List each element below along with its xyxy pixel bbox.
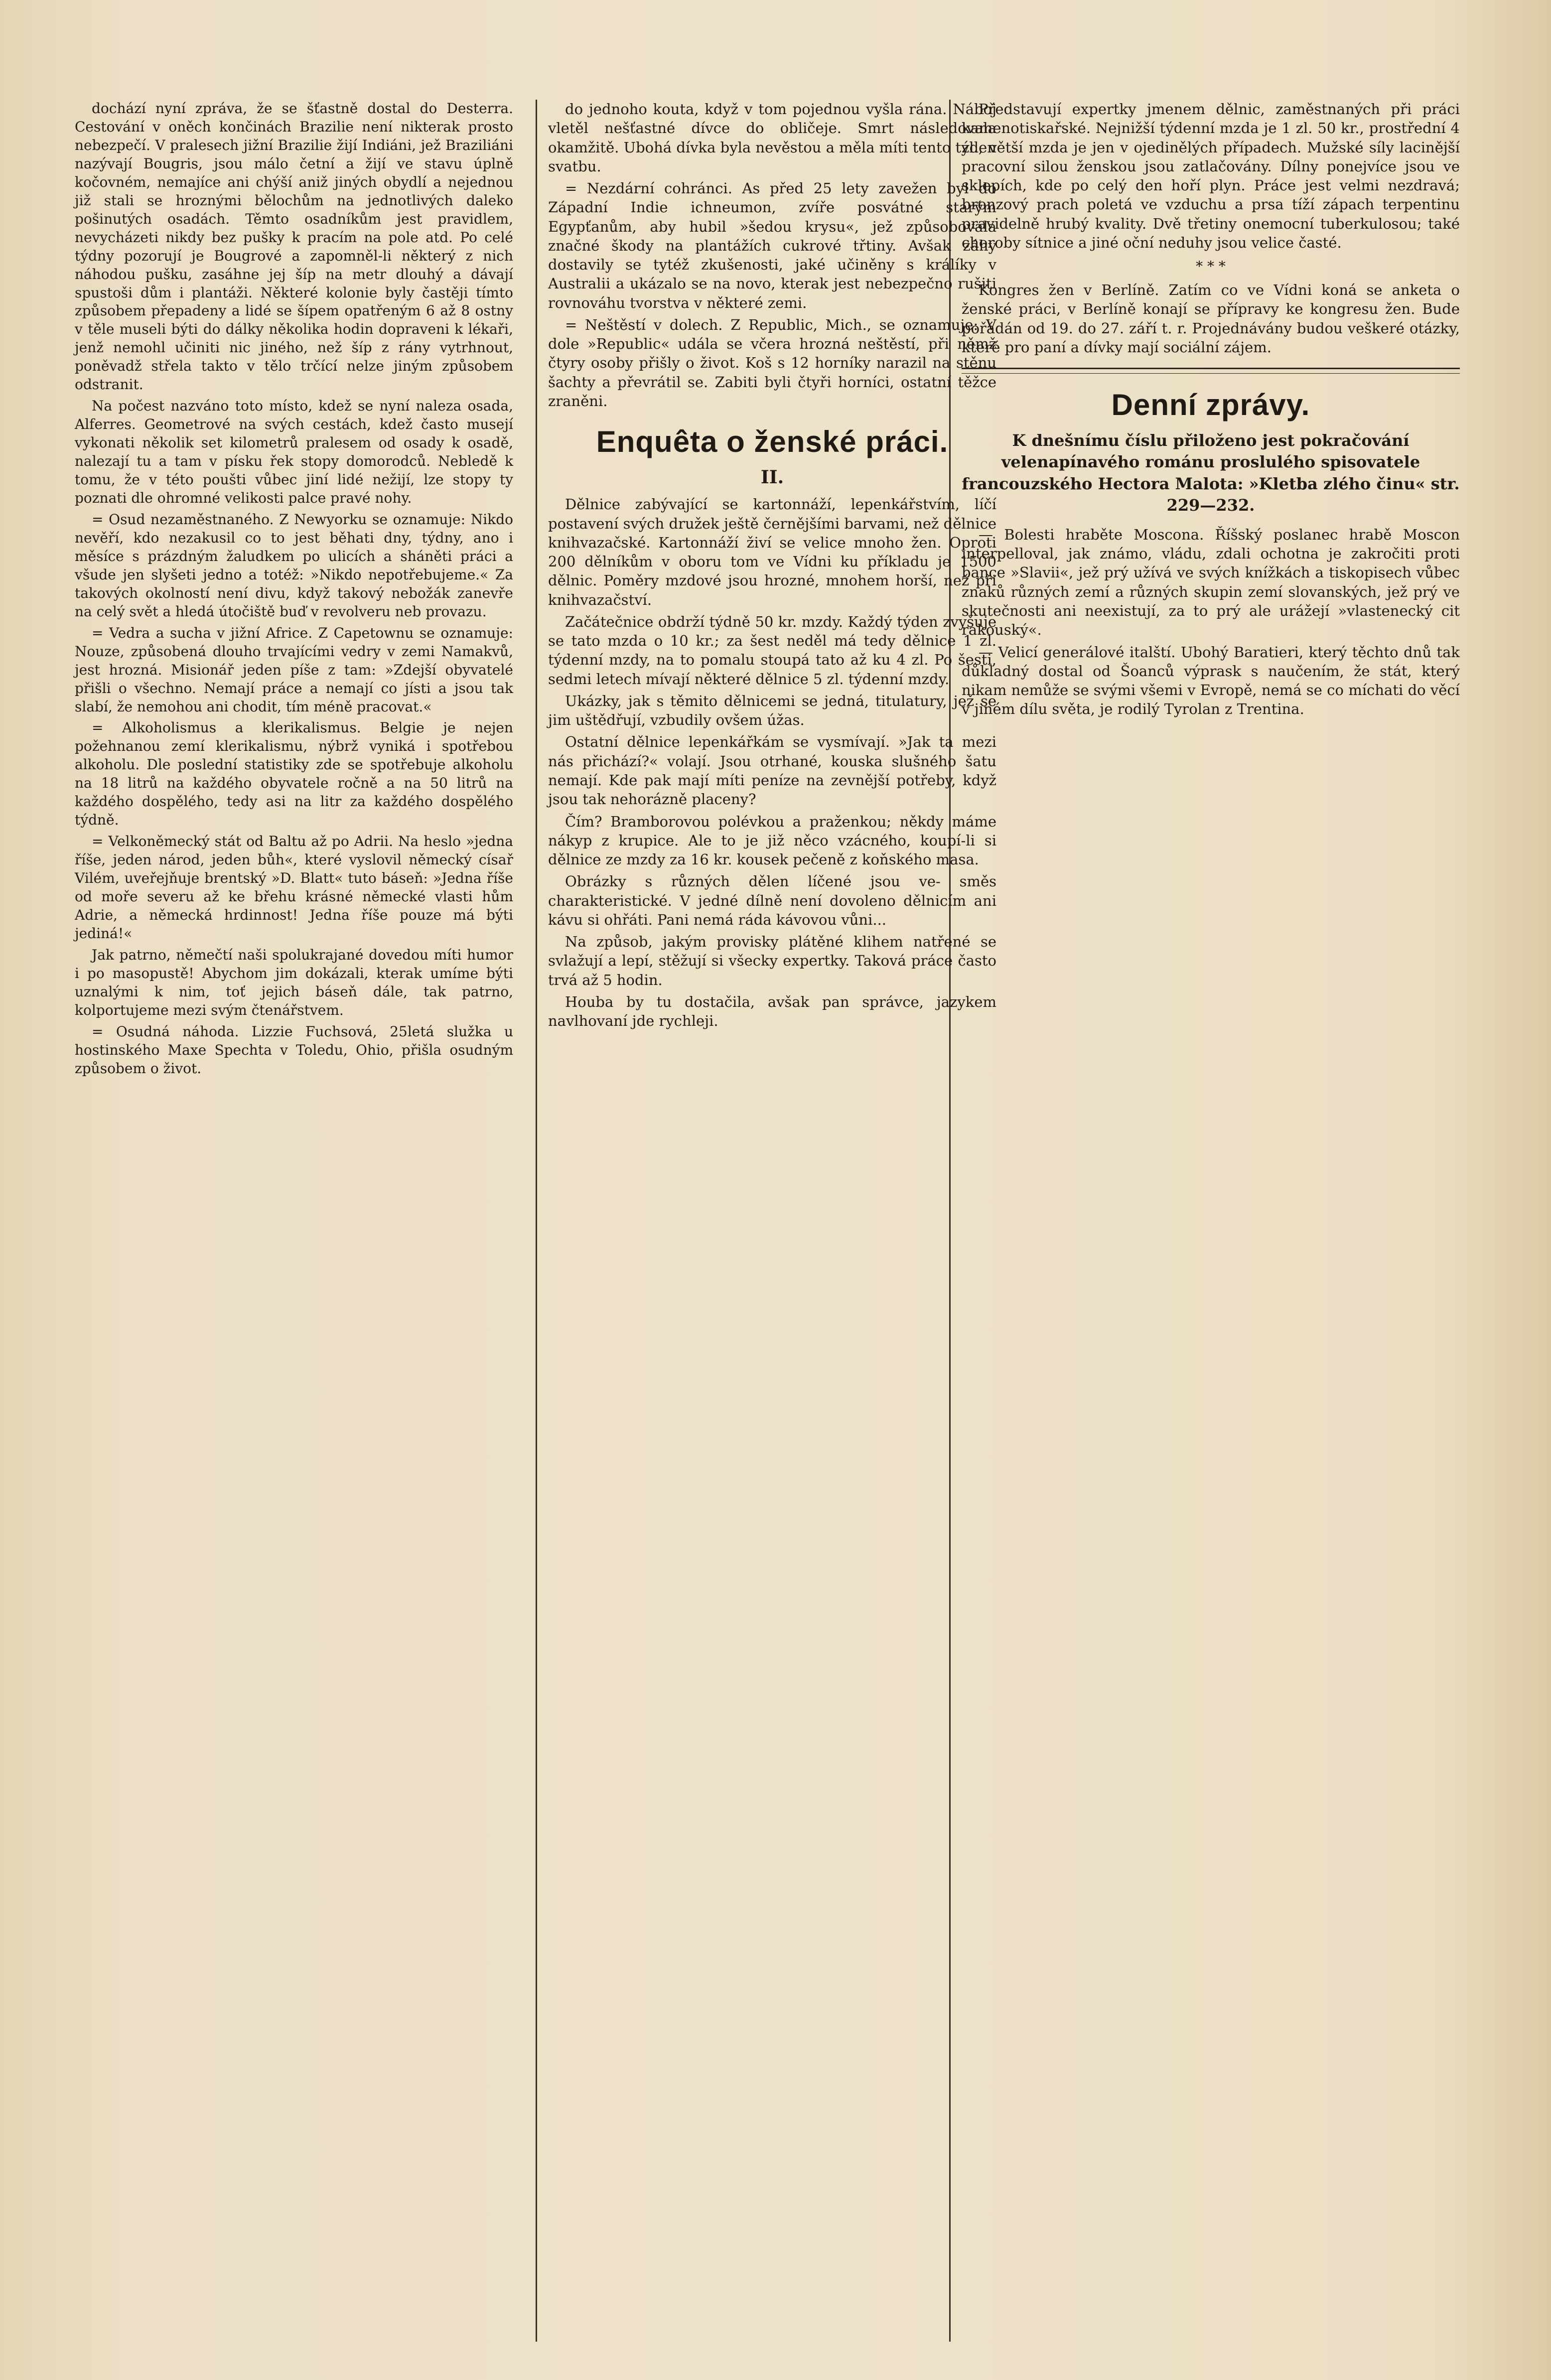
column-left	[75, 100, 513, 1081]
article-paragraph: = Osudná náhoda. Lizzie Fuchsová, 25letá služka u hostinského Maxe Spechta v Toledu, Ohio, přišla osudným způsobem o život.	[75, 1023, 513, 1077]
article-paragraph: = Neštěstí v dolech. Z Republic, Mich., se oznamuje: V dole »Republic« udála se včera hrozná neštěstí, při němž čtyry osoby přišly o život. Koš s 12 horníky narazil na stěnu šachty a převrátil se. Zabiti byli čtyři horníci, ostatní těžce zraněni.	[548, 316, 996, 410]
article-paragraph: Čím? Bramborovou polévkou a praženkou; někdy máme nákyp z krupice. Ale to je již něco vzácného, koupí-li si dělnice ze mzdy za 16 kr. kousek pečeně z koňského masa.	[548, 813, 996, 868]
article-paragraph: — Velicí generálové italští. Ubohý Baratieri, který těchto dnů tak důkladný dostal od Šoanců výprask s naučením, že stát, který nikam nemůže se svými všemi v Evropě, nemá se co míchati do věcí v jiném dílu světa, je rodilý Tyrolan z Trentina.	[962, 643, 1460, 718]
article-paragraph: Jak patrno, němečtí naši spolukrajané dovedou míti humor i po masopustě! Abychom jim dokázali, kterak umíme býti uznalými k nim, toť jejich báseň dále, tak patrno, kolportujeme mezi svým čtenářstvem.	[75, 946, 513, 1018]
article-paragraph: Houba by tu dostačila, avšak pan správce, jazykem navlhovaní jde rychleji.	[548, 993, 996, 1030]
intro-notice: K dnešnímu číslu přiloženo jest pokračování velenapínavého románu proslulého spisovatele francouzského Hectora Malota: »Kletba zlého činu« str. 229—232.	[962, 431, 1460, 515]
article-paragraph: Kongres žen v Berlíně. Zatím co ve Vídni koná se anketa o ženské práci, v Berlíně konají se přípravy ke kongresu žen. Bude pořádán od 19. do 27. září t. r. Projednávány budou veškeré otázky, které pro paní a dívky mají sociální zájem.	[962, 281, 1460, 356]
section-heading: Denní zprávy.	[1111, 388, 1310, 422]
section-number: II.	[760, 467, 784, 488]
article-paragraph: Začátečnice obdrží týdně 50 kr. mzdy. Každý týden zvyšuje se tato mzda o 10 kr.; za šest neděl má tedy dělnice 1 zl. týdenní mzdy, na to pomalu stoupá tato až ku 4 zl. Po šesti, sedmi letech mívají některé dělnice 5 zl. týdenní mzdy.	[548, 613, 996, 688]
divider-line	[962, 373, 1460, 374]
article-paragraph: = Vedra a sucha v jižní Africe. Z Capetownu se oznamuje: Nouze, způsobená dlouho trvajícími vedry v zemi Namakvů, jest hrozná. Misionář jeden píše z tam: »Zdejší obyvatelé přišli o všechno. Nemají práce a nemají co jísti a jsou tak slabí, že nemohou ani chodit, tím méně pracovat.«	[75, 624, 513, 715]
article-paragraph: = Velkoněmecký stát od Baltu až po Adrii. Na heslo »jedna říše, jeden národ, jeden bůh«, které vyslovil německý císař Vilém, uveřejňuje brentský »D. Blatt« tuto báseň: »Jedna říše od moře severu až ke břehu krásné německé vlasti hům Adrie, a německá hrdinnost! Jedna říše pouze má býti jediná!«	[75, 833, 513, 942]
article-paragraph: do jednoho kouta, když v tom pojednou vyšla rána. Náboj vletěl nešťastné dívce do obličeje. Smrt následovala okamžitě. Ubohá dívka byla nevěstou a měla míti tento týden svatbu.	[548, 101, 996, 175]
section-heading: Enquêta o ženské práci.	[596, 425, 949, 459]
article-paragraph: = Osud nezaměstnaného. Z Newyorku se oznamuje: Nikdo nevěří, kdo nezakusil co to jest běhati dny, týdny, ano i měsíce s prázdným žaludkem po ulicích a sháněti práci a všude jen slyšeti jedno a totéž: »Nikdo nepotřebujeme.« Za takových okolností není divu, když takový nebožák zanevře na celý svět a hledá útočiště buď v revolveru neb provazu.	[75, 511, 513, 620]
ornament-separator: * * *	[1196, 258, 1226, 275]
column-middle	[548, 100, 996, 1033]
article-paragraph: = Nezdární cohránci. As před 25 lety zavežen byl do Západní Indie ichneumon, zvíře posvátné starým Egypťanům, aby hubil »šedou krysu«, jež způsobovala značné škody na plantážích cukrové třtiny. Avšak záhy dostavily se tytéž zkušenosti, jaké učiněny s králíky v Australii a ukázalo se na novo, kterak jest nebezpečno rušiti rovnováhu tvorstva v některé zemi.	[548, 180, 996, 311]
column-right	[962, 100, 1460, 722]
article-paragraph: = Alkoholismus a klerikalismus. Belgie je nejen požehnanou zemí klerikalismu, nýbrž vyniká i spotřebou alkoholu. Dle poslední statistiky zde se spotřebuje alkoholu na 18 litrů na každého obyvatele ročně a na 50 litrů na každého dospělého, tedy asi na litr za každého dospělého týdně.	[75, 719, 513, 829]
article-paragraph: Představují expertky jmenem dělnic, zaměstnaných při práci kamenotiskařské. Nejnižší týdenní mzda je 1 zl. 50 kr., prostřední 4 zl., větší mzda je jen v ojedinělých případech. Mužské síly lacinější pracovní silou ženskou jsou zatlačovány. Dílny ponejvíce jsou ve sklepích, kde po celý den hoří plyn. Práce jest velmi nezdravá; bronzový prach poletá ve vzduchu a prsa tíží zápach terpentinu pravidelně hrubý kvality. Dvě třetiny onemocní tuberkulosou; také choroby sítnice a jiné oční neduhy jsou velice časté.	[962, 101, 1460, 251]
article-paragraph: Ostatní dělnice lepenkářkám se vysmívají. »Jak ta mezi nás přichází?« volají. Jsou otrhané, kouska slušného šatu nemají. Kde pak mají míti peníze na zevnější potřeby, když jsou tak nehorázně placeny?	[548, 733, 996, 808]
article-paragraph: Ukázky, jak s těmito dělnicemi se jedná, titulatury, jež se jim uštědřují, vzbudily ovšem úžas.	[548, 692, 996, 729]
article-paragraph: Na počest nazváno toto místo, kdež se nyní naleza osada, Alferres. Geometrové na svých cestách, kdež často musejí vykonati několik set kilometrů pralesem od osady k osadě, nalezají tu a tam v písku řek stopy domorodců. Nebledě k tomu, že v této poušti vůbec jiní lidé nežijí, lze stopy ty poznati dle ohromné velikosti palce pravé nohy.	[75, 398, 513, 507]
article-paragraph: Na způsob, jakým provisky plátěné klihem natřené se svlažují a lepí, stěžují si všecky expertky. Taková práce často trvá až 5 hodin.	[548, 933, 996, 988]
article-paragraph: Obrázky s různých dělen líčené jsou ve- směs charakteristické. V jedné dílně není dovoleno dělnicím ani kávu si ohřáti. Pani nemá ráda kávovou vůni...	[548, 873, 996, 928]
column-divider	[536, 100, 537, 2342]
divider-line	[962, 368, 1460, 369]
article-paragraph: — Bolesti hraběte Moscona. Říšský poslanec hrabě Moscon interpelloval, jak známo, vládu, zdali ochotna je zakročiti proti bance »Slavii«, jež prý užívá ve svých knížkách a tiskopisech vůbec znaků různých zemí a různých skupin zemí slovanských, jež prý ve skutečnosti ani neexistují, za to prý ale urážejí »vlastenecký cit rakouský«.	[962, 526, 1460, 639]
article-paragraph: Dělnice zabývající se kartonnáží, lepenkářstvím, líčí postavení svých družek ještě černějšími barvami, než dělnice knihvazačské. Kartonnáží živí se velice mnoho žen. Oproti 200 dělníkům v oboru tom ve Vídni ku příkladu je 1500 dělnic. Poměry mzdové jsou hrozné, mnohem horší, než při knihvazačství.	[548, 496, 996, 608]
article-paragraph: dochází nyní zpráva, že se šťastně dostal do Desterra. Cestování v oněch končinách Brazilie není nikterak prosto nebezpečí. V pralesech jižní Brazilie žijí Indiáni, jež Braziliáni nazývají Bougris, jsou málo četní a žijí ve stavu úplně kočovném, nemajíce ani chýší aniž jiných obydlí a nejednou již stali se hroznými bělochům na jednotlivých daleko pošinutých osadách. Těmto osadníkům jest pravidlem, nevycházeti nikdy bez pušky k pracím na pole atd. Po celé týdny pozorují je Bougrové a zapomněl-li některý z nich náhodou pušku, zasáhne jej šíp na metr dlouhý a dávají spustoši dům i plantáži. Některé kolonie byly častěji tímto způsobem přepadeny a lidé se šípem opatřeným 6 až 8 ostny v těle museli býti do dálky několika hodin dopraveni k lékaři, jenž nemohl učiniti nic jiného, než šíp z rány vytrhnout, poněvadž střela takto v tělo trčící nelze jiným způsobem odstranit.	[75, 100, 513, 393]
